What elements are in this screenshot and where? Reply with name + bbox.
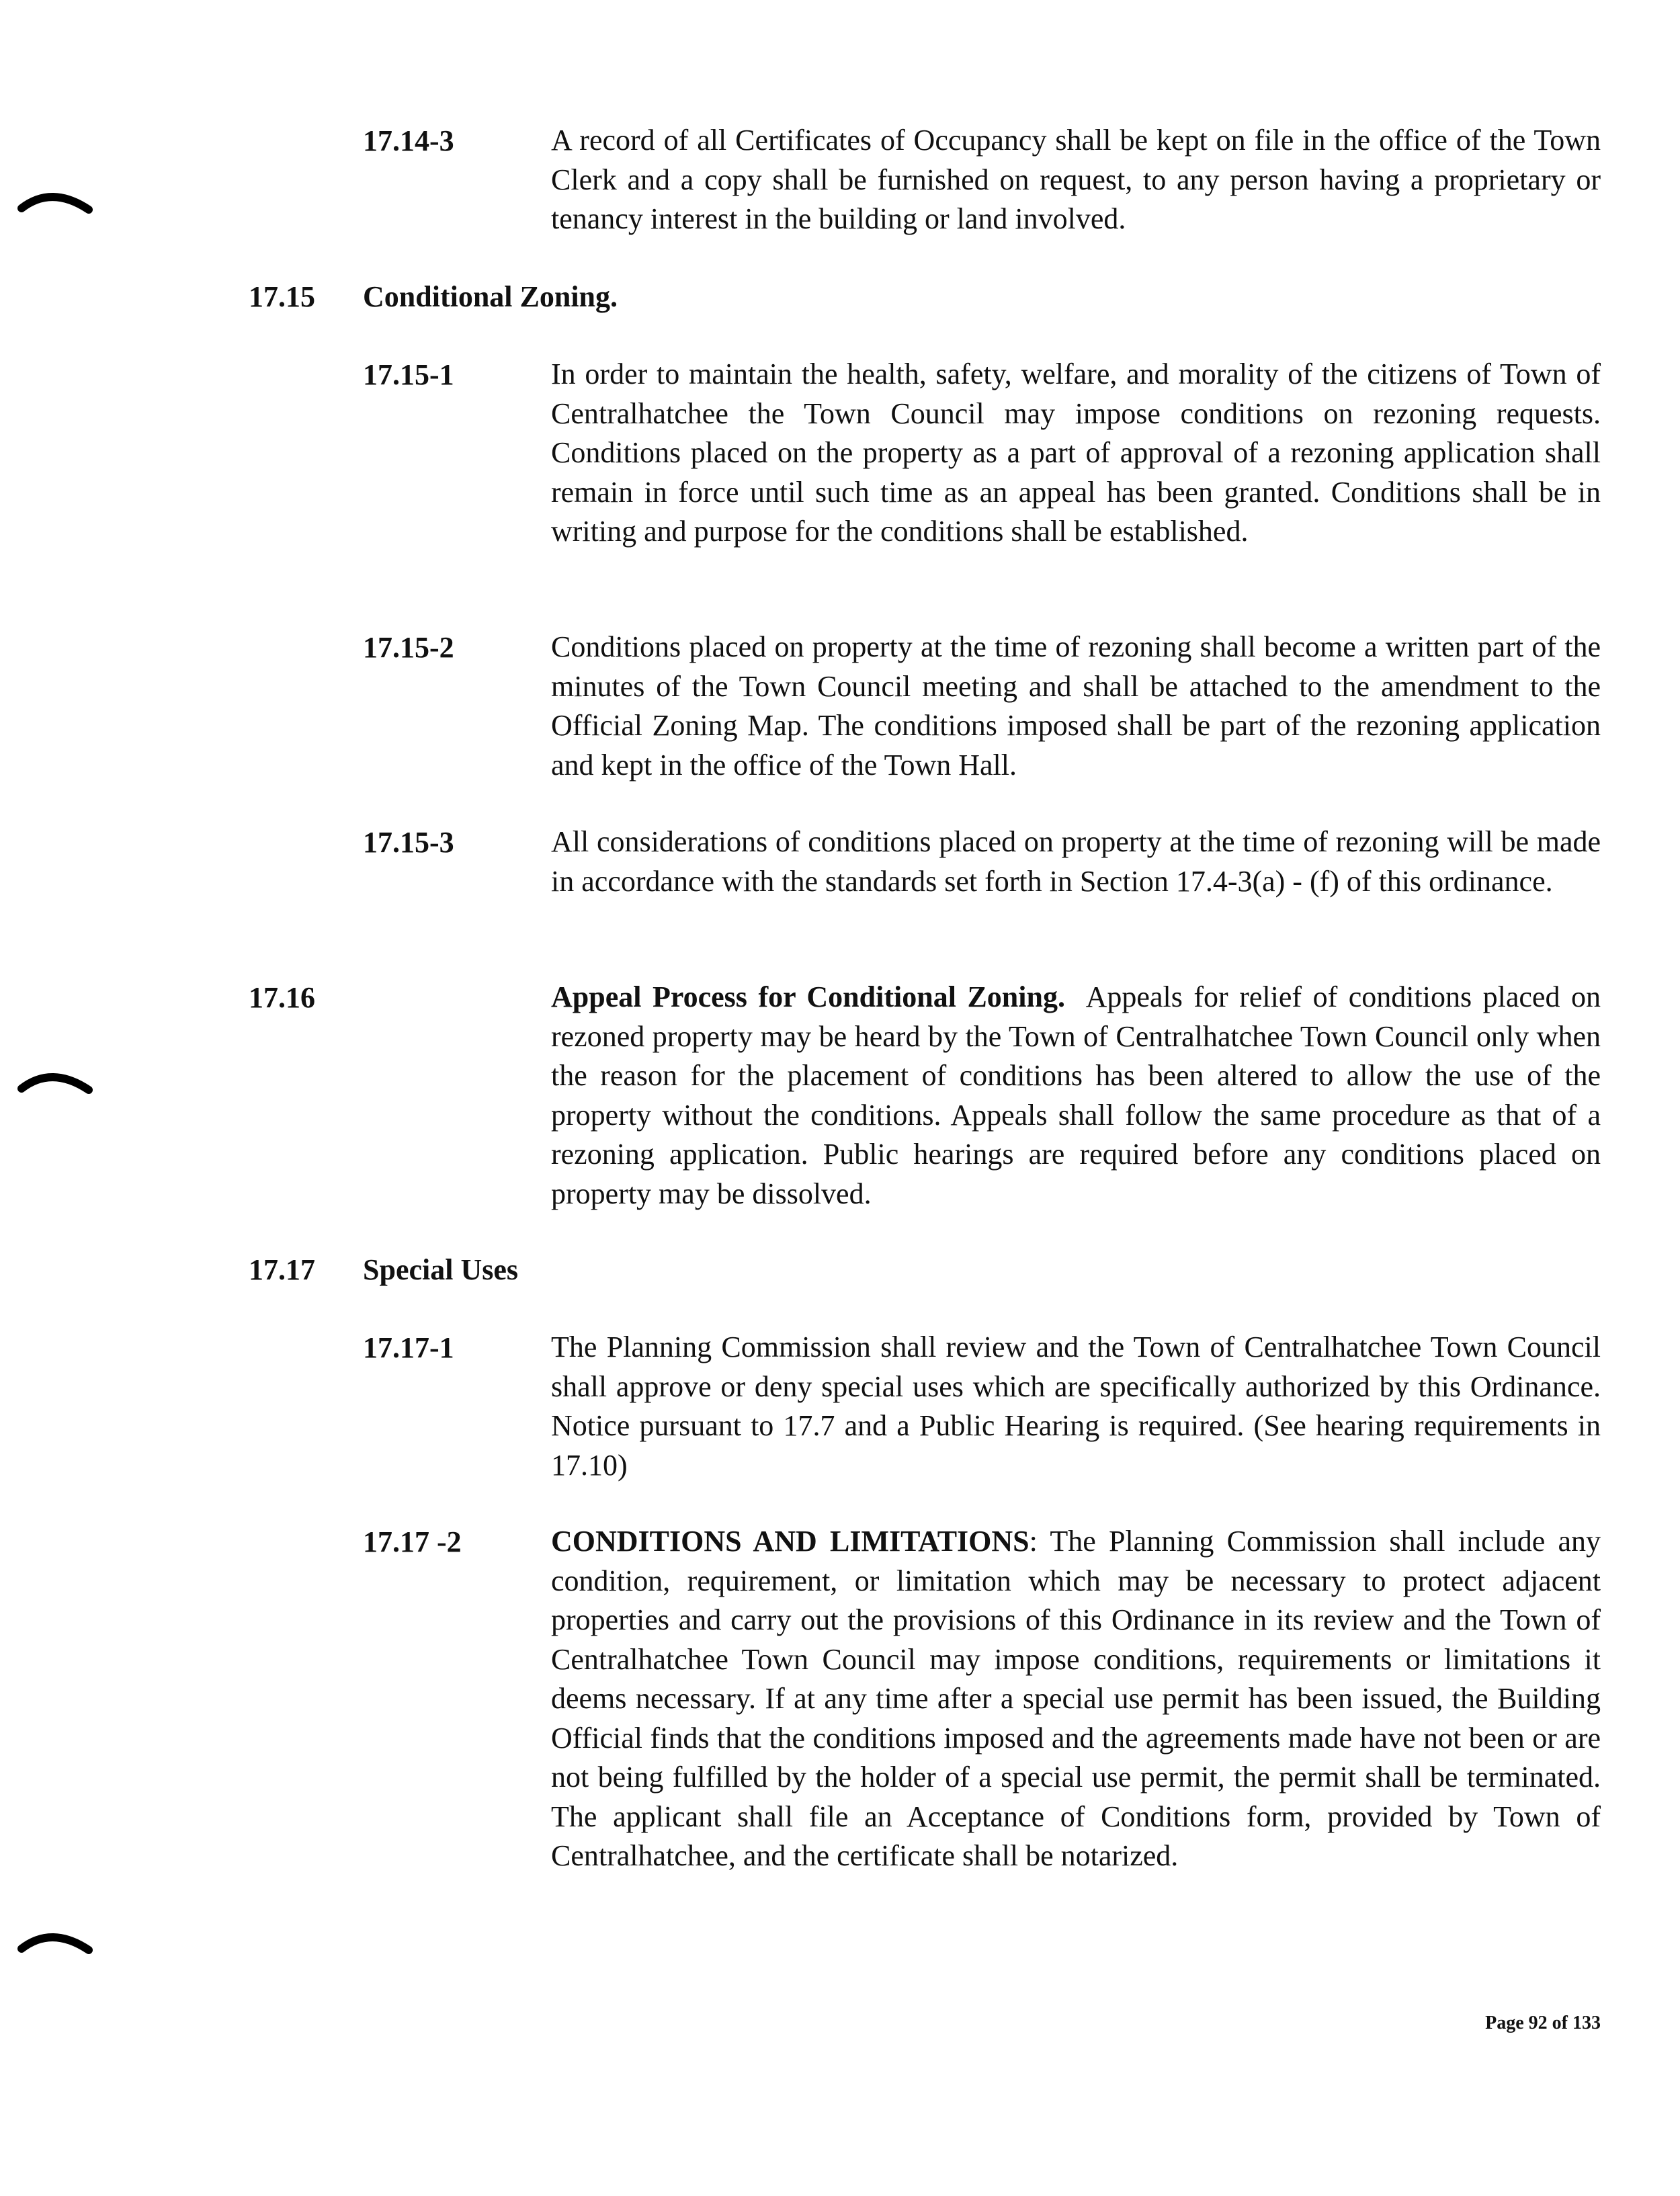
section-body: Appeals for relief of conditions placed on rezoned property may be heard by the Town of Centralhatchee Town Council only when the reason for the placement of conditions has been altered to allow the use of the property without the conditions. Appeals shall follow the same procedure as that of a rezoning application. Public hearings are required before any conditions placed on property may be dissolved. <box>551 980 1601 1210</box>
subsection-number: 17.17-1 <box>363 1331 454 1364</box>
section-number: 17.17 <box>249 1253 315 1286</box>
section-text <box>551 978 1601 1214</box>
section-title: Conditional Zoning. <box>363 280 618 313</box>
section-title: Special Uses <box>363 1253 518 1286</box>
subsection-body: The Planning Commission shall include any condition, requirement, or limitation which may be necessary to protect adjacent properties and carry out the provisions of this Ordinance in its review and the Town of Centralhatchee Town Council may impose conditions, requirements or limitations it deems necessary. If at any time after a special use permit has been issued, the Building Official finds that the conditions imposed and the agreements made have not been or are not being fulfilled by the holder of a special use permit, the permit shall be terminated. The applicant shall file an Acceptance of Conditions form, provided by Town of Centralhatchee, and the certificate shall be notarized. <box>551 1525 1601 1872</box>
subsection-text: In order to maintain the health, safety, welfare, and morality of the citizens of Town of Centralhatchee the Town Council may impose conditions on rezoning requests. Conditions placed on the property as a part of approval of a rezoning application shall remain in force until such time as an appeal has been granted. Conditions shall be in writing and purpose for the conditions shall be established. <box>551 357 1601 548</box>
subsection-text: CONDITIONS AND LIMITATIONS: The Planning Commission shall include any condition, requirement, or limitation which may be necessary to protect adjacent properties and carry out the provisions of this Ordinance in its review and the Town of Centralhatchee Town Council may impose conditions, requirements or limitations it deems necessary. If at any time after a special use permit has been issued, the Building Official finds that the conditions imposed and the agreements made have not been or are not being fulfilled by the holder of a special use permit, the permit shall be terminated. The applicant shall file an Acceptance of Conditions form, provided by Town of Centralhatchee, and the certificate shall be notarized. <box>551 1525 1601 1872</box>
subsection-number: 17.15-3 <box>363 826 454 859</box>
punch-hole-mark <box>15 181 95 228</box>
punch-hole-mark <box>15 1062 95 1109</box>
subsection-text: All considerations of conditions placed on property at the time of rezoning will be made in accordance with the standards set forth in Section 17.4-3(a) - (f) of this ordinance. <box>551 825 1601 898</box>
subsection-text: A record of all Certificates of Occupancy shall be kept on file in the office of the Town Clerk and a copy shall be furnished on request, to any person having a proprietary or tenancy interest in the building or land involved. <box>551 124 1601 235</box>
subsection-number: 17.17 -2 <box>363 1525 462 1558</box>
punch-hole-mark <box>15 1922 95 1969</box>
subsection-text: The Planning Commission shall review and the Town of Centralhatchee Town Council shall approve or deny special uses which are specifically authorized by this Ordinance. Notice pursuant to 17.7 and a Public Hearing is required. (See hearing requirements in 17.10) <box>551 1331 1601 1482</box>
subsection-number: 17.15-2 <box>363 631 454 664</box>
section-number: 17.15 <box>249 280 315 313</box>
page-number: Page 92 of 133 <box>1485 2013 1601 2033</box>
section-number: 17.16 <box>249 981 315 1014</box>
section-lead-heading: Appeal Process for Conditional Zoning. <box>551 980 1065 1013</box>
subsection-lead-heading: CONDITIONS AND LIMITATIONS <box>551 1525 1030 1558</box>
subsection-text: Conditions placed on property at the time of rezoning shall become a written part of the minutes of the Town Council meeting and shall be attached to the amendment to the Official Zoning Map. The conditions imposed shall be part of the rezoning application and kept in the office of the Town Hall. <box>551 630 1601 782</box>
subsection-number: 17.14-3 <box>363 124 454 157</box>
subsection-number: 17.15-1 <box>363 358 454 391</box>
